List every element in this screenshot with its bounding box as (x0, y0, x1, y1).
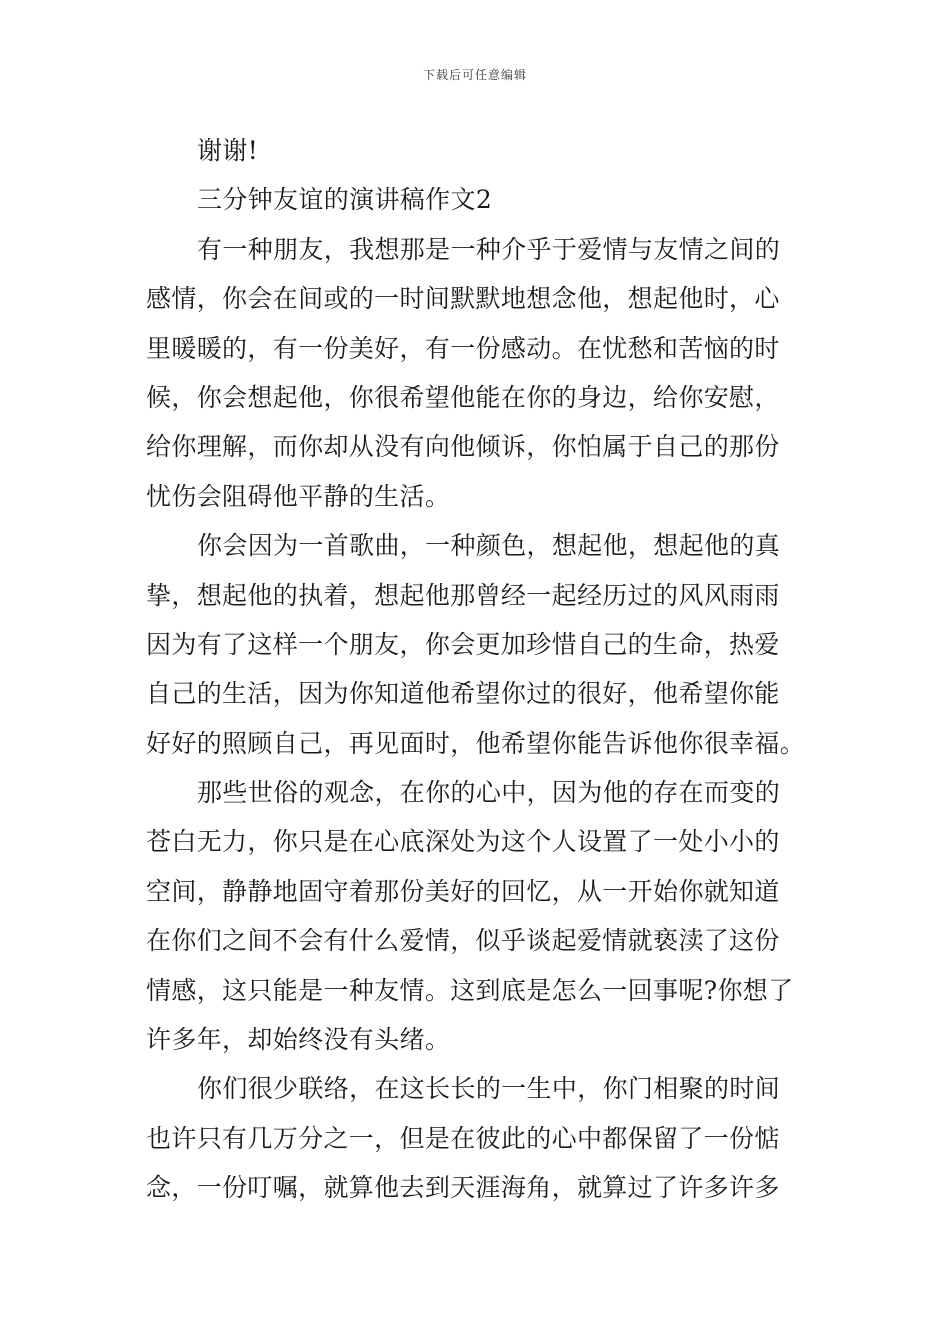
paragraph-line: 感情，你会在间或的一时间默默地想念他，想起他时，心 (146, 284, 780, 314)
paragraph-line: 给你理解，而你却从没有向他倾诉，你怕属于自己的那份 (146, 432, 780, 462)
paragraph-line: 念，一份叮嘱，就算他去到天涯海角，就算过了许多许多 (146, 1173, 780, 1203)
paragraph-line: 在你们之间不会有什么爱情，似乎谈起爱情就亵渎了这份 (146, 926, 780, 956)
paragraph-1 (146, 225, 810, 521)
paragraph-line: 好好的照顾自己，再见面时，他希望你能告诉他你很幸福。 (146, 728, 806, 758)
paragraph-2 (146, 521, 810, 768)
paragraph-line: 里暖暖的，有一份美好，有一份感动。在忧愁和苦恼的时 (146, 333, 780, 363)
closing-line: 谢谢! (197, 136, 259, 165)
header-note: 下载后可任意编辑 (422, 68, 527, 82)
paragraph-line: 那些世俗的观念，在你的心中，因为他的存在而变的 (197, 778, 781, 808)
paragraph-line: 忧伤会阻碍他平静的生活。 (146, 481, 451, 511)
paragraph-line: 你们很少联络，在这长长的一生中，你门相聚的时间 (197, 1074, 781, 1104)
paragraph-line: 你会因为一首歌曲，一种颜色，想起他，想起他的真 (197, 531, 781, 561)
paragraph-line: 因为有了这样一个朋友，你会更加珍惜自己的生命，热爱 (146, 629, 780, 659)
document-body (146, 126, 810, 1213)
paragraph-line: 挚，想起他的执着，想起他那曾经一起经历过的风风雨雨 (146, 580, 780, 610)
paragraph-line: 情感，这只能是一种友情。这到底是怎么一回事呢?你想了 (146, 975, 794, 1005)
paragraph-3 (146, 768, 810, 1064)
document-title: 三分钟友谊的演讲稿作文2 (197, 185, 493, 215)
paragraph-line: 苍白无力，你只是在心底深处为这个人设置了一处小小的 (146, 827, 780, 857)
paragraph-line: 候，你会想起他，你很希望他能在你的身边，给你安慰， (146, 382, 780, 412)
paragraph-line: 自己的生活，因为你知道他希望你过的很好，他希望你能 (146, 679, 780, 709)
paragraph-4 (146, 1064, 810, 1212)
paragraph-line: 有一种朋友，我想那是一种介乎于爱情与友情之间的 (197, 234, 781, 264)
paragraph-line: 也许只有几万分之一，但是在彼此的心中都保留了一份惦 (146, 1123, 780, 1153)
paragraph-line: 许多年，却始终没有头绪。 (146, 1025, 451, 1055)
paragraph-line: 空间，静静地固守着那份美好的回忆，从一开始你就知道 (146, 876, 780, 906)
